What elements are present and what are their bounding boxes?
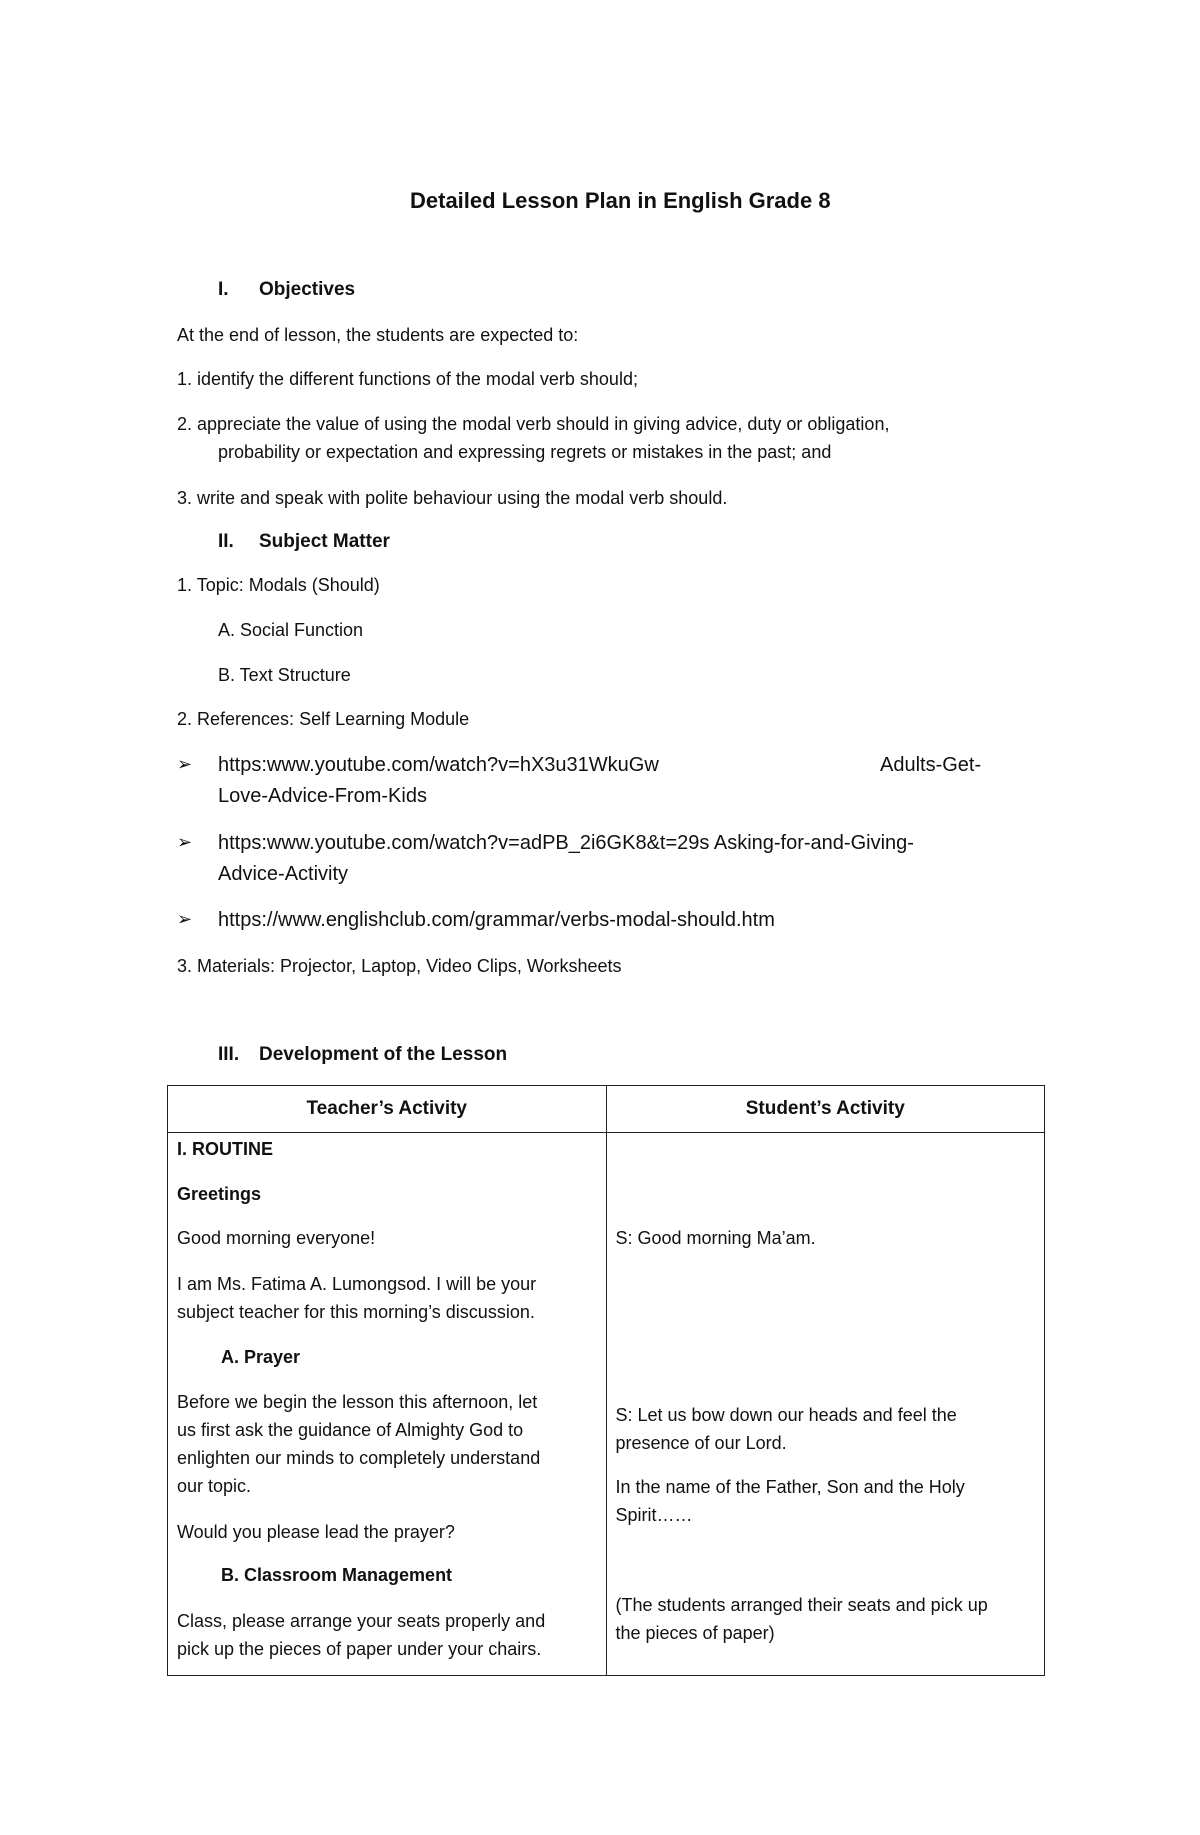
- teacher-prayer-request: Would you please lead the prayer?: [177, 1522, 455, 1542]
- reference-link-2-line-1[interactable]: https:www.youtube.com/watch?v=adPB_2i6GK8&t=29s Asking-for-and-Giving-: [218, 832, 914, 854]
- prayer-heading: A. Prayer: [221, 1347, 301, 1367]
- arrow-bullet-icon: ➢: [177, 909, 193, 929]
- development-numeral: III.: [218, 1044, 240, 1065]
- development-table: [167, 1085, 1045, 1676]
- topic-line: 1. Topic: Modals (Should): [177, 575, 380, 595]
- topic-sub-b: B. Text Structure: [218, 665, 351, 685]
- student-column-header: Student’s Activity: [606, 1086, 1045, 1133]
- objectives-numeral: I.: [218, 279, 229, 300]
- development-heading: Development of the Lesson: [259, 1044, 508, 1065]
- objective-item-1: 1. identify the different functions of the modal verb should;: [177, 369, 638, 389]
- topic-sub-a: A. Social Function: [218, 620, 364, 640]
- routine-heading: I. ROUTINE: [177, 1139, 274, 1159]
- subject-matter-heading: Subject Matter: [259, 531, 390, 552]
- student-prayer-line-2: presence of our Lord.: [615, 1433, 787, 1453]
- teacher-prayer-line-4: our topic.: [177, 1476, 252, 1496]
- subject-matter-numeral: II.: [218, 531, 234, 552]
- teacher-greeting: Good morning everyone!: [177, 1228, 376, 1248]
- reference-link-1-title-part-1: Adults-Get-: [880, 754, 982, 776]
- student-prayer-line-3: In the name of the Father, Son and the Holy: [615, 1477, 965, 1497]
- teacher-cm-line-2: pick up the pieces of paper under your chairs.: [177, 1639, 542, 1659]
- arrow-bullet-icon: ➢: [177, 832, 193, 852]
- teacher-prayer-line-2: us first ask the guidance of Almighty God to: [177, 1420, 524, 1440]
- arrow-bullet-icon: ➢: [177, 754, 193, 774]
- classroom-management-heading: B. Classroom Management: [221, 1565, 453, 1585]
- teacher-column-header: Teacher’s Activity: [168, 1086, 607, 1133]
- teacher-intro-line-2: subject teacher for this morning’s discussion.: [177, 1302, 535, 1322]
- teacher-prayer-line-1: Before we begin the lesson this afternoon, let: [177, 1392, 538, 1412]
- reference-link-1-url[interactable]: https:www.youtube.com/watch?v=hX3u31WkuGw: [218, 754, 659, 776]
- student-cm-line-1: (The students arranged their seats and pick up: [615, 1595, 988, 1615]
- table-header-row: [168, 1086, 1045, 1133]
- reference-link-2-line-2: Advice-Activity: [218, 863, 349, 885]
- reference-link-1-title-part-2: Love-Advice-From-Kids: [218, 785, 427, 807]
- student-prayer-line-1: S: Let us bow down our heads and feel the: [615, 1405, 957, 1425]
- objective-item-3: 3. write and speak with polite behaviour using the modal verb should.: [177, 488, 728, 508]
- page-title: Detailed Lesson Plan in English Grade 8: [410, 188, 831, 213]
- teacher-intro-line-1: I am Ms. Fatima A. Lumongsod. I will be your: [177, 1274, 537, 1294]
- objectives-intro: At the end of lesson, the students are expected to:: [177, 325, 579, 345]
- teacher-cm-line-1: Class, please arrange your seats properly and: [177, 1611, 546, 1631]
- teacher-prayer-line-3: enlighten our minds to completely understand: [177, 1448, 541, 1468]
- references-line: 2. References: Self Learning Module: [177, 709, 470, 729]
- teacher-activity-cell: [168, 1133, 607, 1676]
- materials-line: 3. Materials: Projector, Laptop, Video Clips, Worksheets: [177, 956, 622, 976]
- reference-link-3[interactable]: https://www.englishclub.com/grammar/verbs-modal-should.htm: [218, 909, 775, 931]
- table-row: [168, 1133, 1045, 1676]
- student-greeting-reply: S: Good morning Ma’am.: [615, 1228, 816, 1248]
- objective-item-2-line-2: probability or expectation and expressing regrets or mistakes in the past; and: [218, 442, 832, 462]
- student-prayer-line-4: Spirit……: [615, 1505, 693, 1525]
- student-activity-cell: [606, 1133, 1045, 1676]
- objective-item-2-line-1: 2. appreciate the value of using the modal verb should in giving advice, duty or obligation,: [177, 414, 890, 434]
- greetings-heading: Greetings: [177, 1184, 262, 1204]
- student-cm-line-2: the pieces of paper): [615, 1623, 775, 1643]
- objectives-heading: Objectives: [259, 279, 356, 300]
